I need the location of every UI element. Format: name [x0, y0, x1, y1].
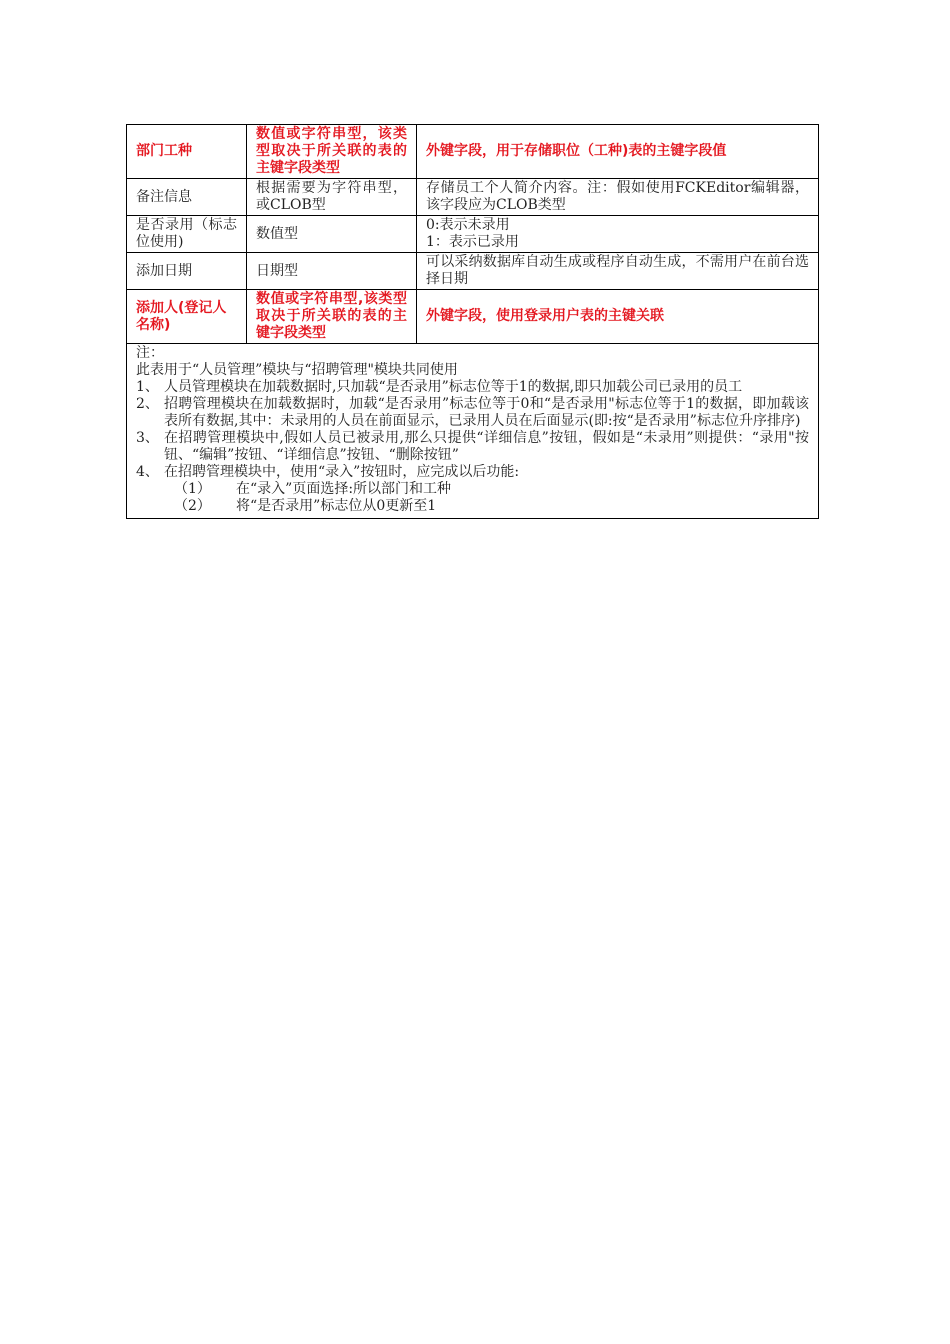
field-name-cell: 备注信息	[127, 179, 247, 216]
list-item	[136, 379, 809, 396]
table-row	[127, 125, 819, 179]
list-text: 在招聘管理模块中，使用“录入”按钮时，应完成以后功能:	[164, 464, 520, 480]
desc-line: 0:表示未录用	[426, 217, 510, 233]
sub-list-number: （2）	[174, 498, 211, 514]
field-definition-table	[126, 124, 819, 519]
list-item	[136, 464, 809, 481]
table-row	[127, 253, 819, 290]
sub-list-item	[136, 481, 809, 498]
table-row	[127, 290, 819, 344]
field-name-cell: 部门工种	[127, 125, 247, 179]
notes-heading: 注：	[136, 345, 164, 361]
field-type-cell: 数值型	[247, 216, 417, 253]
list-text: 在招聘管理模块中,假如人员已被录用,那么只提供“详细信息”按钮，假如是“未录用”则提供：“录用"按钮、“编辑”按钮、“详细信息”按钮、“删除按钮”	[164, 430, 809, 463]
sub-list-number: （1）	[174, 481, 211, 497]
list-item	[136, 396, 809, 430]
list-number: 3、	[136, 430, 159, 446]
sub-list-text: 将“是否录用”标志位从0更新至1	[236, 498, 437, 514]
list-text: 人员管理模块在加载数据时,只加载“是否录用”标志位等于1的数据,即只加载公司已录用的员工	[164, 379, 743, 395]
list-text: 招聘管理模块在加载数据时，加载“是否录用”标志位等于0和“是否录用"标志位等于1的数据，即加载该表所有数据,其中：未录用的人员在前面显示，已录用人员在后面显示(即:按“是否录用”标志位升序排序)	[164, 396, 809, 429]
field-desc-cell	[417, 216, 819, 253]
notes-row	[127, 344, 819, 519]
field-desc-cell: 可以采纳数据库自动生成或程序自动生成，不需用户在前台选择日期	[417, 253, 819, 290]
list-number: 1、	[136, 379, 159, 395]
notes-cell	[127, 344, 819, 519]
sub-list-item	[136, 498, 809, 515]
list-number: 4、	[136, 464, 159, 480]
list-number: 2、	[136, 396, 159, 412]
table-row	[127, 179, 819, 216]
field-name-cell: 添加人(登记人名称)	[127, 290, 247, 344]
field-type-cell: 数值或字符串型,该类型取决于所关联的表的主键字段类型	[247, 290, 417, 344]
field-type-cell: 数值或字符串型，该类型取决于所关联的表的主键字段类型	[247, 125, 417, 179]
list-item	[136, 430, 809, 464]
field-name-cell: 添加日期	[127, 253, 247, 290]
field-name-cell: 是否录用（标志位使用)	[127, 216, 247, 253]
notes-intro: 此表用于“人员管理”模块与“招聘管理"模块共同使用	[136, 362, 458, 378]
desc-line: 1：表示已录用	[426, 234, 519, 250]
field-type-cell: 根据需要为字符串型，或CLOB型	[247, 179, 417, 216]
field-desc-cell: 存储员工个人简介内容。注：假如使用FCKEditor编辑器，该字段应为CLOB类型	[417, 179, 819, 216]
table-row	[127, 216, 819, 253]
field-desc-cell: 外键字段，使用登录用户表的主键关联	[417, 290, 819, 344]
field-desc-cell: 外键字段，用于存储职位（工种)表的主键字段值	[417, 125, 819, 179]
sub-list-text: 在“录入”页面选择:所以部门和工种	[236, 481, 452, 497]
field-type-cell: 日期型	[247, 253, 417, 290]
